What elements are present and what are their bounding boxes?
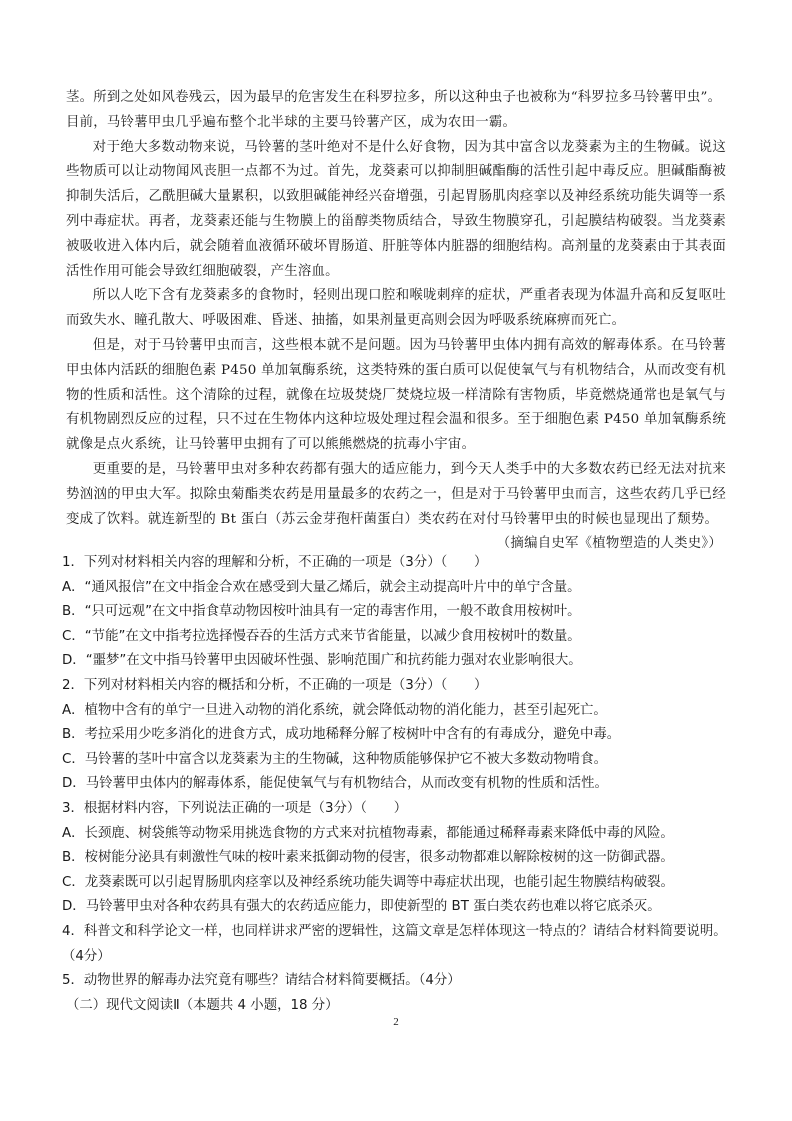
question-list	[62, 551, 730, 1018]
passage-paragraph: 对于绝大多数动物来说，马铃薯的茎叶绝对不是什么好食物，因为其中富含以龙葵素为主的生物碱。说这些物质可以让动物闻风丧胆一点都不为过。首先，龙葵素可以抑制胆碱酯酶的活性引起中毒反应。胆碱酯酶被抑制失活后，乙酰胆碱大量累积，以致胆碱能神经兴奋增强，引起胃肠肌肉痉挛以及神经系统功能失调等一系列中毒症状。再者，龙葵素还能与生物膜上的甾醇类物质结合，导致生物膜穿孔，引起膜结构破裂。当龙葵素被吸收进入体内后，就会随着血液循环破坏胃肠道、肝脏等体内脏器的细胞结构。高剂量的龙葵素由于其表面活性作用可能会导致红细胞破裂，产生溶血。	[66, 139, 726, 279]
passage-paragraph: 所以人吃下含有龙葵素多的食物时，轻则出现口腔和喉咙刺痒的症状，严重者表现为体温升高和反复呕吐而致失水、瞳孔散大、呼吸困难、昏迷、抽搐，如果剂量更高则会因为呼吸系统麻痹而死亡。	[66, 288, 726, 329]
passage-line: 目前，马铃薯甲虫几乎遍布整个北半球的主要马铃薯产区，成为农田一霸。	[66, 114, 517, 130]
question-3-stem: 3．根据材料内容，下列说法正确的一项是（3分）（ ）	[62, 800, 408, 816]
question-2-option-a: A．植物中含有的单宁一旦进入动物的消化系统，就会降低动物的消化能力，甚至引起死亡。	[62, 702, 607, 718]
question-2-option-c: C．马铃薯的茎叶中富含以龙葵素为主的生物碱，这种物质能够保护它不被大多数动物啃食。	[62, 751, 607, 767]
question-1-option-a: A．“通风报信”在文中指金合欢在感受到大量乙烯后，就会主动提高叶片中的单宁含量。	[62, 579, 581, 595]
question-3-option-a: A．长颈鹿、树袋熊等动物采用挑选食物的方式来对抗植物毒素，都能通过稀释毒素来降低中毒的风险。	[62, 825, 674, 841]
question-2-option-b: B．考拉采用少吃多消化的进食方式，成功地稀释分解了桉树叶中含有的有毒成分，避免中毒。	[62, 727, 621, 743]
question-3-option-d: D．马铃薯甲虫对各种农药具有强大的农药适应能力，即使新型的 BT 蛋白类农药也难以将它底杀灭。	[62, 899, 661, 915]
section-heading: （二）现代文阅读Ⅱ（本题共 4 小题，18 分）	[66, 997, 339, 1013]
question-1-option-c: C．“节能”在文中指考拉选择慢吞吞的生活方式来节省能量，以减少食用桉树叶的数量。	[62, 628, 581, 644]
question-4-stem: 4．科普文和科学论文一样，也同样讲求严密的逻辑性，这篇文章是怎样体现这一特点的？请结合材料简要说明。（4分）	[62, 923, 727, 964]
passage-source: （摘编自史军《植物塑造的人类史》）	[496, 536, 722, 552]
question-5-stem: 5．动物世界的解毒办法究竟有哪些？请结合材料简要概括。（4分）	[62, 973, 461, 989]
question-2-option-d: D．马铃薯甲虫体内的解毒体系，能促使氧气与有机物结合，从而改变有机物的性质和活性。	[62, 776, 608, 792]
page-number: 2	[393, 1016, 399, 1028]
reading-passage	[66, 86, 726, 557]
question-1-stem: 1．下列对材料相关内容的理解和分析，不正确的一项是（3分）（ ）	[62, 555, 488, 570]
question-3-option-c: C．龙葵素既可以引起胃肠肌肉痉挛以及神经系统功能失调等中毒症状出现，也能引起生物膜结构破裂。	[62, 874, 674, 890]
question-1-option-d: D．“噩梦”在文中指马铃薯甲虫因破坏性强、影响范围广和抗药能力强对农业影响很大。	[62, 653, 582, 669]
question-3-option-b: B．桉树能分泌具有刺激性气味的桉叶素来抵御动物的侵害，很多动物都难以解除桉树的这一防御武器。	[62, 850, 674, 866]
question-1-option-b: B．“只可远观”在文中指食草动物因桉叶油具有一定的毒害作用，一般不敢食用桉树叶。	[62, 604, 581, 620]
passage-line: 茎。所到之处如风卷残云，因为最早的危害发生在科罗拉多，所以这种虫子也被称为“科罗拉多马铃薯甲虫”。	[66, 90, 722, 105]
passage-paragraph: 更重要的是，马铃薯甲虫对多种农药都有强大的适应能力，到今天人类手中的大多数农药已经无法对抗来势汹汹的甲虫大军。拟除虫菊酯类农药是用量最多的农药之一，但是对于马铃薯甲虫而言，这些农药几乎已经变成了饮料。就连新型的 Bt 蛋白（苏云金芽孢杆菌蛋白）类农药在对付马铃薯甲虫的时候也显现出了颓势。	[66, 461, 726, 527]
passage-paragraph: 但是，对于马铃薯甲虫而言，这些根本就不是问题。因为马铃薯甲虫体内拥有高效的解毒体系。在马铃薯甲虫体内活跃的细胞色素 P450 单加氧酶系统，这类特殊的蛋白质可以促使氧气与有机物结合，从而改变有机物的性质和活性。这个清除的过程，就像在垃圾焚烧厂焚烧垃圾一样清除有害物质，毕竟燃烧通常也是氧气与有机物剧烈反应的过程，只不过在生物体内这种垃圾处理过程会温和很多。至于细胞色素 P450 单加氧酶系统就像是点火系统，让马铃薯甲虫拥有了可以熊熊燃烧的抗毒小宇宙。	[66, 337, 726, 453]
question-2-stem: 2．下列对材料相关内容的概括和分析，不正确的一项是（3分）（ ）	[62, 677, 488, 693]
